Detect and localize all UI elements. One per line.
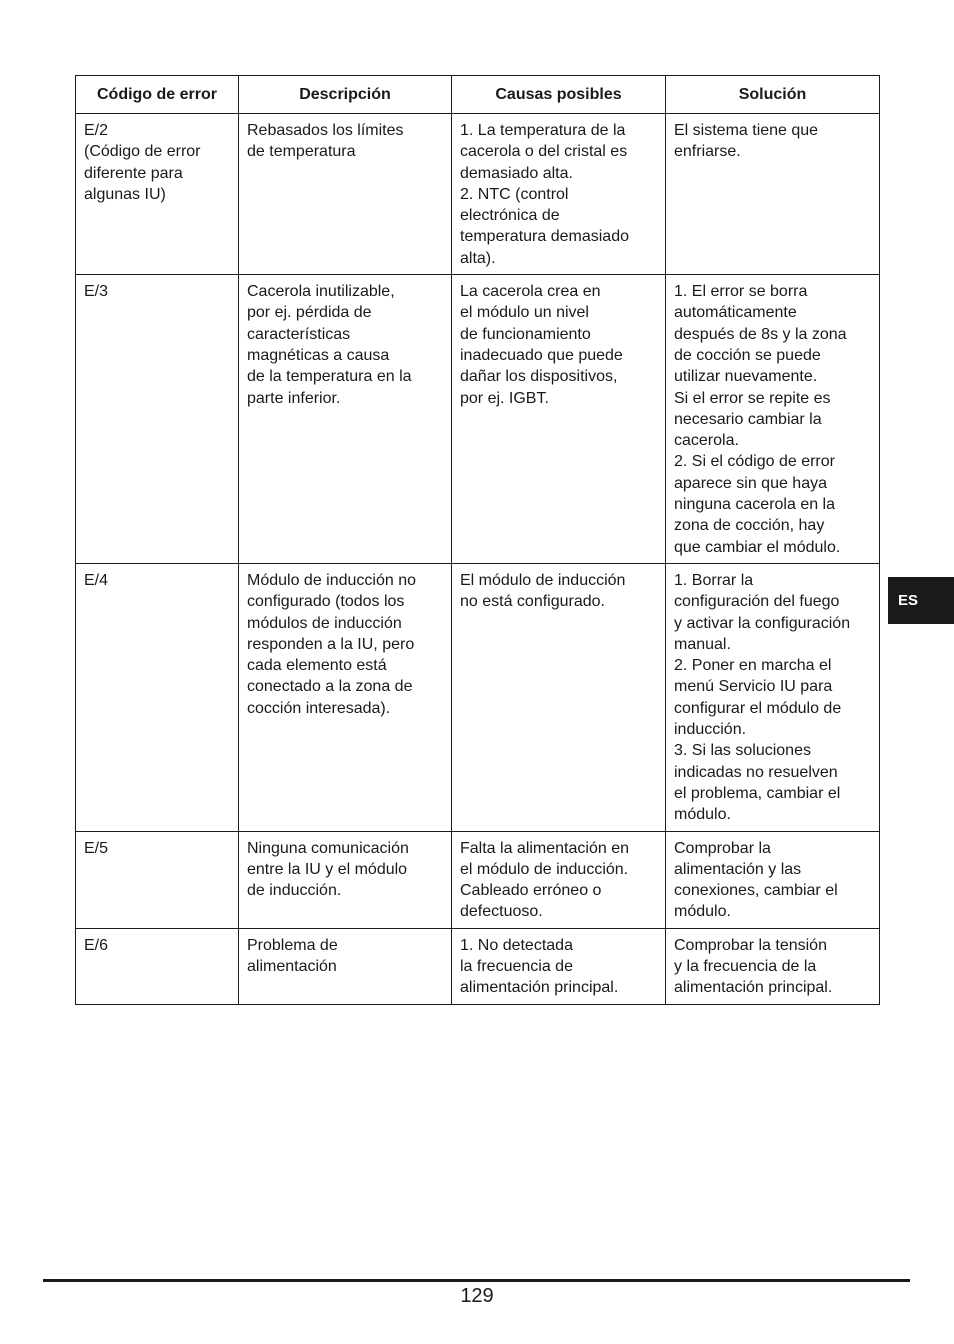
cell-line: Módulo de inducción no xyxy=(247,571,417,589)
cell-solution xyxy=(666,275,880,564)
cell-line: alimentación principal. xyxy=(674,979,833,997)
cell-line: módulo. xyxy=(674,806,731,824)
cell-line: defectuoso. xyxy=(460,903,543,921)
cell-line: de inducción. xyxy=(247,882,342,900)
cell-line: responden a la IU, pero xyxy=(247,635,415,653)
cell-line: de cocción se puede xyxy=(674,346,821,364)
cell-line: 2. Poner en marcha el xyxy=(674,657,832,675)
cell-line: magnéticas a causa xyxy=(247,346,390,364)
cell-line: alta). xyxy=(460,249,496,267)
table-row xyxy=(76,928,880,1004)
cell-line: 1. El error se borra xyxy=(674,283,808,301)
cell-line: configurado (todos los xyxy=(247,593,405,611)
cell-line: 1. La temperatura de la xyxy=(460,122,626,139)
cell-line: Rebasados los límites xyxy=(247,122,404,139)
cell-line: Cableado erróneo o xyxy=(460,882,602,900)
cell-line: indicadas no resuelven xyxy=(674,763,838,781)
cell-description xyxy=(239,114,452,275)
cell-line: el módulo un nivel xyxy=(460,304,589,322)
cell-line: cacerola. xyxy=(674,432,739,450)
cell-line: diferente para xyxy=(84,164,183,182)
cell-description xyxy=(239,563,452,831)
header-description: Descripción xyxy=(239,76,452,114)
table-row xyxy=(76,831,880,928)
cell-line: características xyxy=(247,325,351,343)
cell-error-code xyxy=(76,831,239,928)
cell-solution xyxy=(666,928,880,1004)
cell-line: inadecuado que puede xyxy=(460,346,623,364)
cell-solution xyxy=(666,114,880,275)
cell-line: 3. Si las soluciones xyxy=(674,742,811,760)
cell-line: El sistema tiene que xyxy=(674,122,819,139)
table-row xyxy=(76,114,880,275)
cell-solution xyxy=(666,563,880,831)
cell-line: E/5 xyxy=(84,839,109,857)
cell-line: módulos de inducción xyxy=(247,614,402,632)
language-tab: ES xyxy=(888,577,954,624)
cell-line: dañar los dispositivos, xyxy=(460,368,618,386)
cell-line: que cambiar el módulo. xyxy=(674,538,841,556)
cell-line: ninguna cacerola en la xyxy=(674,496,836,514)
cell-line: (Código de error xyxy=(84,143,201,161)
cell-error-code xyxy=(76,928,239,1004)
cell-line: por ej. IGBT. xyxy=(460,389,549,407)
footer-divider xyxy=(43,1279,910,1282)
cell-line: 1. Borrar la xyxy=(674,571,754,589)
cell-line: 1. No detectada xyxy=(460,936,573,954)
cell-line: enfriarse. xyxy=(674,143,741,161)
cell-error-code xyxy=(76,114,239,275)
cell-causes xyxy=(452,275,666,564)
cell-line: temperatura demasiado xyxy=(460,228,629,246)
cell-line: alimentación y las xyxy=(674,860,802,878)
cell-line: cocción interesada). xyxy=(247,699,391,717)
cell-line: entre la IU y el módulo xyxy=(247,860,408,878)
cell-line: menú Servicio IU para xyxy=(674,678,833,696)
cell-line: por ej. pérdida de xyxy=(247,304,372,322)
cell-error-code xyxy=(76,275,239,564)
table-row xyxy=(76,563,880,831)
cell-description xyxy=(239,831,452,928)
cell-line: conectado a la zona de xyxy=(247,678,413,696)
header-possible-causes: Causas posibles xyxy=(452,76,666,114)
cell-line: configurar el módulo de xyxy=(674,699,842,717)
cell-line: aparece sin que haya xyxy=(674,474,827,492)
cell-line: Cacerola inutilizable, xyxy=(247,283,395,301)
cell-line: demasiado alta. xyxy=(460,164,573,182)
header-error-code: Código de error xyxy=(76,76,239,114)
cell-line: no está configurado. xyxy=(460,593,605,611)
cell-line: de funcionamiento xyxy=(460,325,591,343)
cell-causes xyxy=(452,563,666,831)
cell-line: configuración del fuego xyxy=(674,593,840,611)
cell-description xyxy=(239,275,452,564)
cell-line: alimentación xyxy=(247,957,337,975)
cell-line: de temperatura xyxy=(247,143,356,161)
cell-line: E/6 xyxy=(84,936,109,954)
cell-causes xyxy=(452,831,666,928)
cell-line: automáticamente xyxy=(674,304,797,322)
cell-line: La cacerola crea en xyxy=(460,283,601,301)
page-number: 129 xyxy=(460,1285,494,1307)
cell-line: de la temperatura en la xyxy=(247,368,412,386)
cell-line: necesario cambiar la xyxy=(674,410,822,428)
error-code-table xyxy=(75,75,880,1005)
cell-line: y la frecuencia de la xyxy=(674,957,817,975)
cell-line: Comprobar la tensión xyxy=(674,936,827,954)
cell-line: módulo. xyxy=(674,903,731,921)
cell-line: parte inferior. xyxy=(247,389,341,407)
cell-line: E/3 xyxy=(84,283,109,301)
cell-line: el problema, cambiar el xyxy=(674,784,841,802)
cell-line: Si el error se repite es xyxy=(674,389,831,407)
cell-line: la frecuencia de xyxy=(460,957,573,975)
cell-line: inducción. xyxy=(674,721,747,739)
cell-line: zona de cocción, hay xyxy=(674,517,825,535)
cell-line: cacerola o del cristal es xyxy=(460,143,628,161)
cell-causes xyxy=(452,928,666,1004)
cell-line: después de 8s y la zona xyxy=(674,325,847,343)
cell-line: y activar la configuración xyxy=(674,614,851,632)
cell-line: 2. Si el código de error xyxy=(674,453,835,471)
cell-line: El módulo de inducción xyxy=(460,571,626,589)
cell-line: alimentación principal. xyxy=(460,979,619,997)
cell-line: Problema de xyxy=(247,936,338,954)
cell-line: electrónica de xyxy=(460,207,560,225)
cell-line: 2. NTC (control xyxy=(460,185,569,203)
header-solution: Solución xyxy=(666,76,880,114)
cell-line: Ninguna comunicación xyxy=(247,839,409,857)
cell-line: cada elemento está xyxy=(247,657,387,675)
cell-solution xyxy=(666,831,880,928)
cell-line: conexiones, cambiar el xyxy=(674,882,838,900)
cell-causes xyxy=(452,114,666,275)
cell-line: manual. xyxy=(674,635,731,653)
table-header-row xyxy=(76,76,880,114)
cell-line: algunas IU) xyxy=(84,185,166,203)
cell-line: el módulo de inducción. xyxy=(460,860,629,878)
table-row xyxy=(76,275,880,564)
cell-description xyxy=(239,928,452,1004)
cell-line: E/2 xyxy=(84,122,109,139)
cell-line: utilizar nuevamente. xyxy=(674,368,818,386)
cell-error-code xyxy=(76,563,239,831)
cell-line: Comprobar la xyxy=(674,839,771,857)
cell-line: Falta la alimentación en xyxy=(460,839,629,857)
cell-line: E/4 xyxy=(84,571,109,589)
